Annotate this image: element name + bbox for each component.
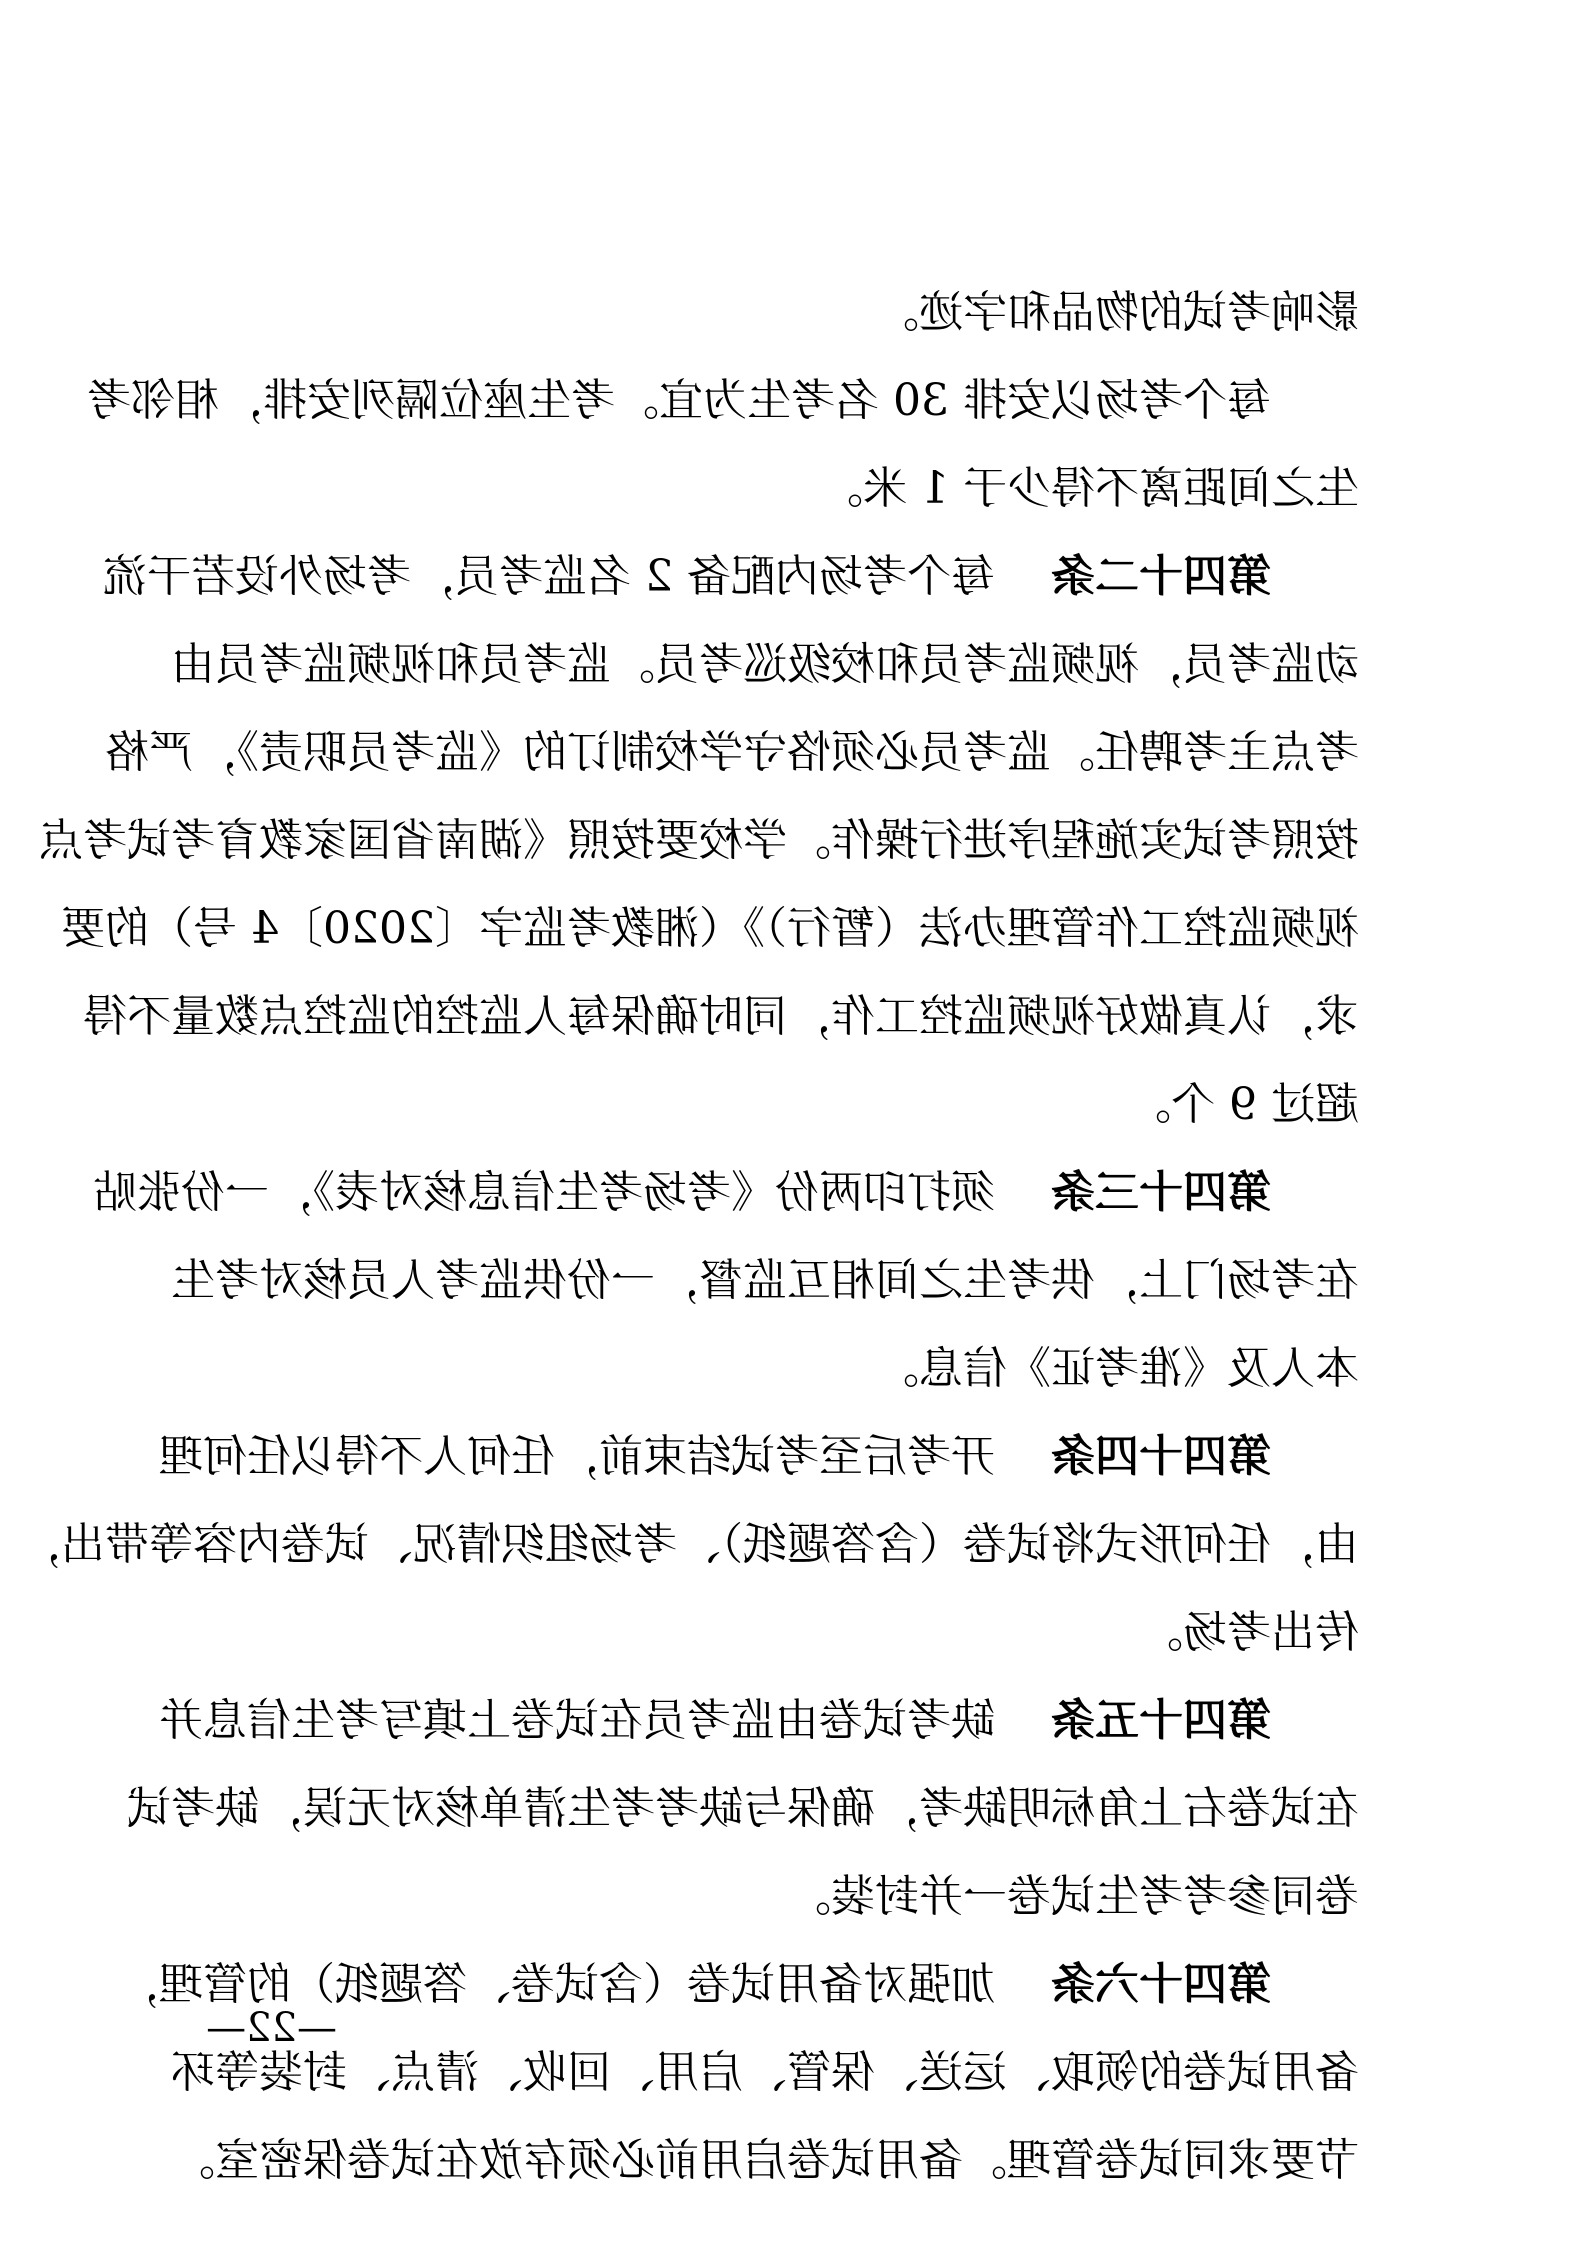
- line-text: 本人及《准考证》信息。: [875, 1343, 1359, 1394]
- line-text: 每个考场内配备 2 名监考员，考场外设若干流: [103, 551, 995, 602]
- text-line: [209, 1326, 1359, 1412]
- article-number: 第四十三条: [1051, 1167, 1271, 1218]
- article-number: 第四十四条: [1051, 1431, 1271, 1482]
- text-line: [171, 1238, 1359, 1324]
- text-line: [209, 270, 1359, 356]
- line-text: 备用试卷的领取、运送、保管、启用、回收、清点、封装等环: [171, 2047, 1359, 2098]
- line-text: 开考后至考试结束前，任何人不得以任何理: [159, 1431, 995, 1482]
- text-line: [209, 1854, 1359, 1940]
- line-text: 在考场门上，供考生之间相互监督，一份供监考人员核对考生: [171, 1255, 1359, 1306]
- line-text: 动监考员，视频监考员和校级巡考员。监考员和视频监考员由: [171, 639, 1359, 690]
- article-first-line: [159, 1678, 1359, 1764]
- article-number: 第四十六条: [1051, 1959, 1271, 2010]
- line-text: 求，认真做好视频监控工作，同时确保每人监控的监控点数量不得: [83, 991, 1359, 1042]
- line-text: 在试卷右上角标明缺考，确保与缺考考生清单核对无误，缺考试: [127, 1783, 1359, 1834]
- article-number: 第四十二条: [1051, 551, 1271, 602]
- line-text: 视频监控工作管理办法（暂行）》（湘教考监字〔2020〕4 号）的要: [61, 903, 1359, 954]
- line-text: 超过 9 个。: [1127, 1079, 1359, 1130]
- line-text: 缺考试卷由监考员在试卷上填写考生信息并: [159, 1695, 995, 1746]
- text-line: [209, 1062, 1359, 1148]
- article-number: 第四十五条: [1051, 1695, 1271, 1746]
- text-line: [83, 974, 1359, 1060]
- article-first-line: [93, 1150, 1359, 1236]
- line-text: 由，任何形式将试卷（含答题纸）、考场组织情况、试卷内容等带出，: [17, 1519, 1359, 1570]
- line-text: 考点主考聘任。监考员必须恪守学校制订的《监考员职责》，严格: [105, 727, 1359, 778]
- line-text: 传出考场。: [1139, 1607, 1359, 1658]
- line-text: 影响考试的物品和字迹。: [875, 287, 1359, 338]
- line-text: 加强对备用试卷（含试卷、答题纸）的管理，: [115, 1959, 995, 2010]
- line-text: 生之间距离不得少于 1 米。: [819, 463, 1359, 514]
- text-line: [171, 622, 1359, 708]
- text-line: [209, 1590, 1359, 1676]
- text-line: [61, 886, 1359, 972]
- page-number: —22—: [206, 2005, 337, 2051]
- text-line: [209, 446, 1359, 532]
- text-line: [87, 358, 1359, 444]
- line-text: 节要求同试卷管理。备用试卷启用前必须存放在试卷保密室。: [171, 2135, 1359, 2186]
- article-first-line: [103, 534, 1359, 620]
- text-line: [171, 2118, 1359, 2204]
- text-line: [39, 798, 1359, 884]
- line-text: 每个考场以安排 30 名考生为宜。考生座位隔列安排，相邻考: [87, 375, 1271, 426]
- line-text: 须打印两份《考场考生信息核对表》，一份张贴: [93, 1167, 995, 1218]
- text-line: [171, 2030, 1359, 2116]
- text-line: [17, 1502, 1359, 1588]
- article-first-line: [159, 1414, 1359, 1500]
- text-line: [127, 1766, 1359, 1852]
- line-text: 卷同参考考生试卷一并封装。: [787, 1871, 1359, 1922]
- text-line: [105, 710, 1359, 796]
- line-text: 按照考试实施程序进行操作。学校要按照《湖南省国家教育考试考点: [39, 815, 1359, 866]
